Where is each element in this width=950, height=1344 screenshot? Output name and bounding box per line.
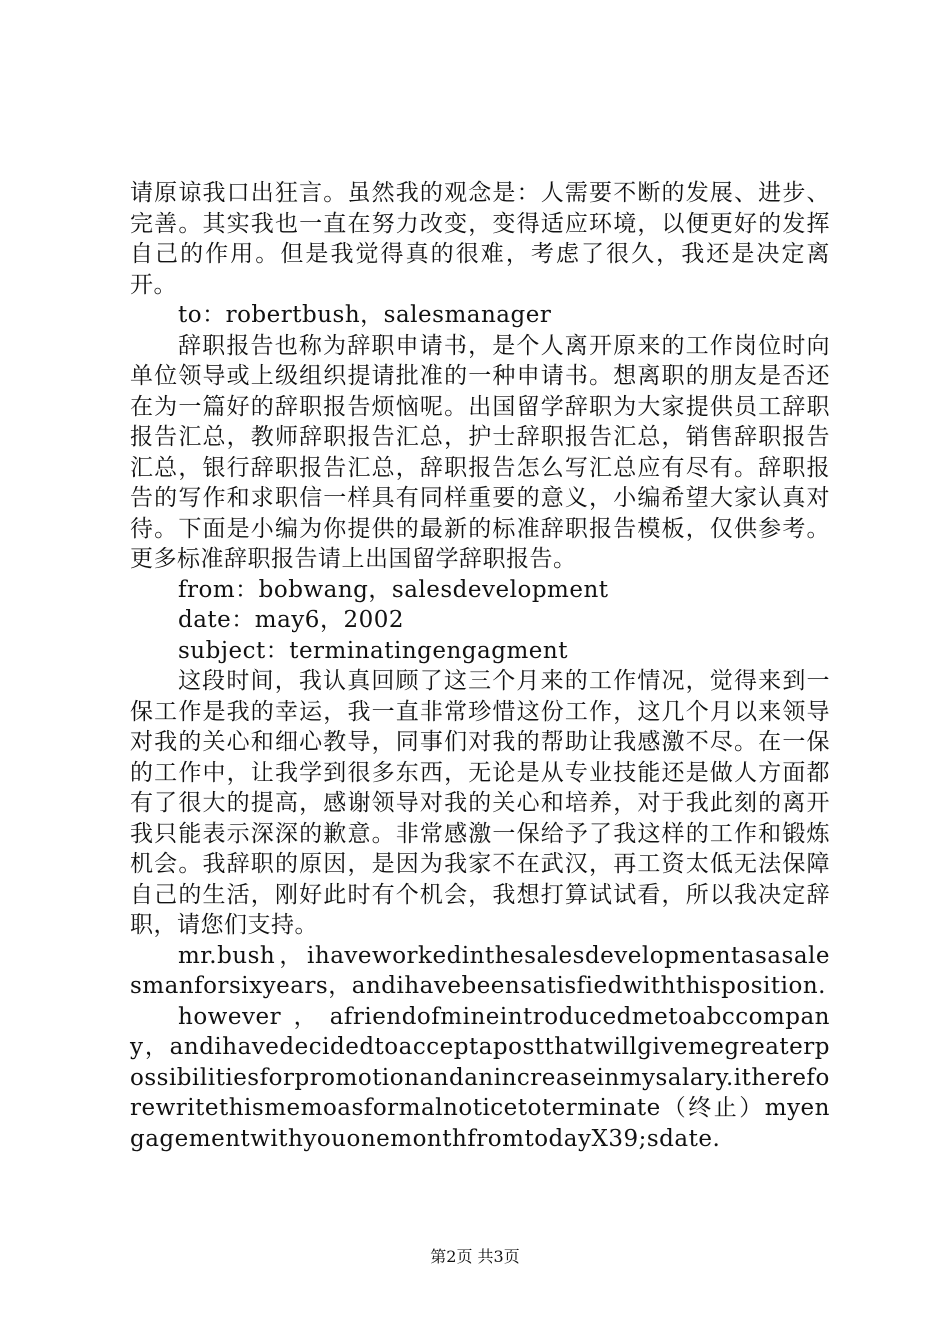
memo-date-line: date：may6，2002 xyxy=(178,607,404,633)
page-number-footer: 第2页 共3页 xyxy=(430,1247,520,1266)
paragraph-continuation: 请原谅我口出狂言。虽然我的观念是：人需要不断的发展、进步、完善。其实我也一直在努力改变，变得适应环境，以便更好的发挥自己的作用。但是我觉得真的很难，考虑了很久，我还是决定离开。 xyxy=(130,180,830,298)
paragraph-intro: 辞职报告也称为辞职申请书，是个人离开原来的工作岗位时向单位领导或上级组织提请批准的一种申请书。想离职的朋友是否还在为一篇好的辞职报告烦恼呢。出国留学辞职为大家提供员工辞职报告汇总，教师辞职报告汇总，护士辞职报告汇总，销售辞职报告汇总，银行辞职报告汇总，辞职报告怎么写汇总应有尽有。辞职报告的写作和求职信一样具有同样重要的意义，小编希望大家认真对待。下面是小编为你提供的最新的标准辞职报告模板，仅供参考。更多标准辞职报告请上出国留学辞职报告。 xyxy=(130,332,830,572)
paragraph-english-2: however，afriendofmineintroducedmetoabccompany，andihavedecidedtoacceptapostthatwillgivemegreaterpossibilitiesforpromotionandanincreaseinmysalary.ithereforewritethismemoasformalnoticetoterminate（终止）myengagementwithyouonemonthfromtodayX39;sdate. xyxy=(130,1003,830,1152)
paragraph-resignation: 这段时间，我认真回顾了这三个月来的工作情况，觉得来到一保工作是我的幸运，我一直非常珍惜这份工作，这几个月以来领导对我的关心和细心教导，同事们对我的帮助让我感激不尽。在一保的工作中，让我学到很多东西，无论是从专业技能还是做人方面都有了很大的提高，感谢领导对我的关心和培养，对于我此刻的离开我只能表示深深的歉意。非常感激一保给予了我这样的工作和锻炼机会。我辞职的原因，是因为我家不在武汉，再工资太低无法保障自己的生活，刚好此时有个机会，我想打算试试看，所以我决定辞职，请您们支持。 xyxy=(130,668,830,938)
memo-from-line: from：bobwang，salesdevelopment xyxy=(178,576,609,603)
paragraph-english-1: mr.bush，ihaveworkedinthesalesdevelopmentasasalesmanforsixyears，andihavebeensatisfiedwiththisposition. xyxy=(130,942,830,999)
memo-to-line: to：robertbush，salesmanager xyxy=(178,302,552,328)
memo-subject-line: subject：terminatingengagment xyxy=(178,637,568,664)
document-body xyxy=(130,178,830,1154)
